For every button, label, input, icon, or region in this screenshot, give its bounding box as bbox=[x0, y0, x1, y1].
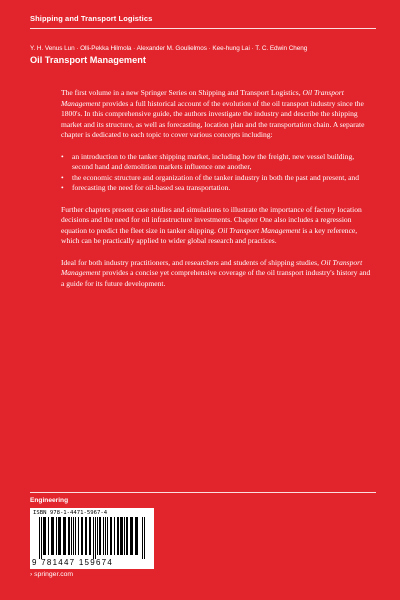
barcode-bar bbox=[89, 517, 91, 555]
barcode-bar bbox=[107, 517, 108, 555]
blurb-paragraph-3 bbox=[61, 258, 373, 290]
blurb-paragraph-1 bbox=[61, 88, 373, 141]
topic-list-item: • forecasting the need for oil-based sea transportation. bbox=[61, 183, 373, 194]
barcode-bar bbox=[81, 517, 83, 555]
barcode-image bbox=[30, 517, 154, 559]
barcode-bar bbox=[97, 517, 98, 555]
barcode-bar bbox=[110, 517, 112, 555]
topic-list bbox=[61, 152, 373, 194]
barcode-bar bbox=[105, 517, 106, 555]
blurb bbox=[61, 88, 373, 300]
book-title-italic: Oil Transport Management bbox=[61, 257, 363, 278]
barcode-bar bbox=[85, 517, 87, 555]
barcode-bar bbox=[48, 517, 49, 555]
barcode-bar bbox=[124, 517, 125, 555]
barcode-bar bbox=[142, 517, 143, 559]
barcode-bar bbox=[144, 517, 145, 559]
blurb-p1-text-cont: provides a full historical account of the evolution of the oil transport industry since the 1800's. In this comprehensive guide, the authors investigate the industry and describe the shipping market and its structure, as well as forecasting, location plan and the transportation chain. A separate chapter is dedicated to each topic to cover various concepts including: bbox=[61, 98, 365, 140]
barcode-bar bbox=[95, 517, 96, 559]
barcode-bar bbox=[135, 517, 138, 555]
series-title: Shipping and Transport Logistics bbox=[30, 14, 153, 23]
barcode-digits: 9 781447 159674 bbox=[32, 558, 114, 567]
barcode-bar bbox=[63, 517, 66, 555]
barcode-bar bbox=[68, 517, 70, 555]
barcode-bar bbox=[78, 517, 79, 555]
barcode-bar bbox=[126, 517, 128, 555]
barcode-bar bbox=[58, 517, 61, 555]
bottom-divider bbox=[30, 492, 376, 493]
blurb-p1-text: The first volume in a new Springer Series on Shipping and Transport Logistics, bbox=[61, 88, 301, 97]
barcode-panel bbox=[30, 508, 154, 569]
topic-list-item: • an introduction to the tanker shipping market, including how the freight, new vessel building, second hand and demolition markets influence one another, bbox=[61, 152, 373, 173]
blurb-paragraph-2 bbox=[61, 205, 373, 247]
barcode-bar bbox=[43, 517, 46, 555]
barcode-bar bbox=[56, 517, 57, 555]
publisher-website: › springer.com bbox=[30, 571, 74, 578]
barcode-bar bbox=[39, 517, 40, 559]
barcode-bar bbox=[114, 517, 115, 555]
barcode-bar bbox=[51, 517, 54, 555]
barcode-bar bbox=[103, 517, 104, 555]
barcode-bar bbox=[41, 517, 42, 559]
blurb-p2-text: Further chapters present case studies and simulations to illustrate the importance of factory location decisions and the need for oil infrastructure investments. Chapter One also includes a regression equation to predict the fleet size in tanker shipping. bbox=[61, 204, 362, 235]
topic-list-item: • the economic structure and organization of the tanker industry in both the past and present, and bbox=[61, 173, 373, 184]
barcode-bar bbox=[75, 517, 76, 555]
barcode-bar bbox=[93, 517, 94, 559]
barcode-bar bbox=[117, 517, 119, 555]
book-title-italic: Oil Transport Management bbox=[61, 88, 344, 108]
barcode-bar bbox=[71, 517, 72, 555]
top-divider bbox=[30, 28, 376, 29]
barcode-bar bbox=[73, 517, 74, 555]
isbn-label: ISBN 978-1-4471-5967-4 bbox=[33, 510, 108, 516]
book-title-italic: Oil Transport Management bbox=[217, 225, 301, 235]
author-list: Y. H. Venus Lun · Olli-Pekka Hilmola · Alexander M. Goulielmos · Kee-hung Lai · T. C. Edwin Cheng bbox=[30, 45, 308, 52]
blurb-p2-text-cont: is a key reference, which can be practically applied to wider global research and practices. bbox=[61, 225, 358, 246]
barcode-bar bbox=[120, 517, 123, 555]
blurb-p3-text-cont: provides a concise yet comprehensive coverage of the oil transport industry's history and a guide for its future development. bbox=[61, 268, 371, 288]
barcode-bar bbox=[99, 517, 101, 555]
barcode-bar bbox=[130, 517, 133, 555]
subject-category: Engineering bbox=[30, 497, 69, 504]
blurb-p3-text: Ideal for both industry practitioners, and researchers and students of shipping studies, bbox=[61, 257, 319, 267]
book-title: Oil Transport Management bbox=[30, 55, 146, 65]
